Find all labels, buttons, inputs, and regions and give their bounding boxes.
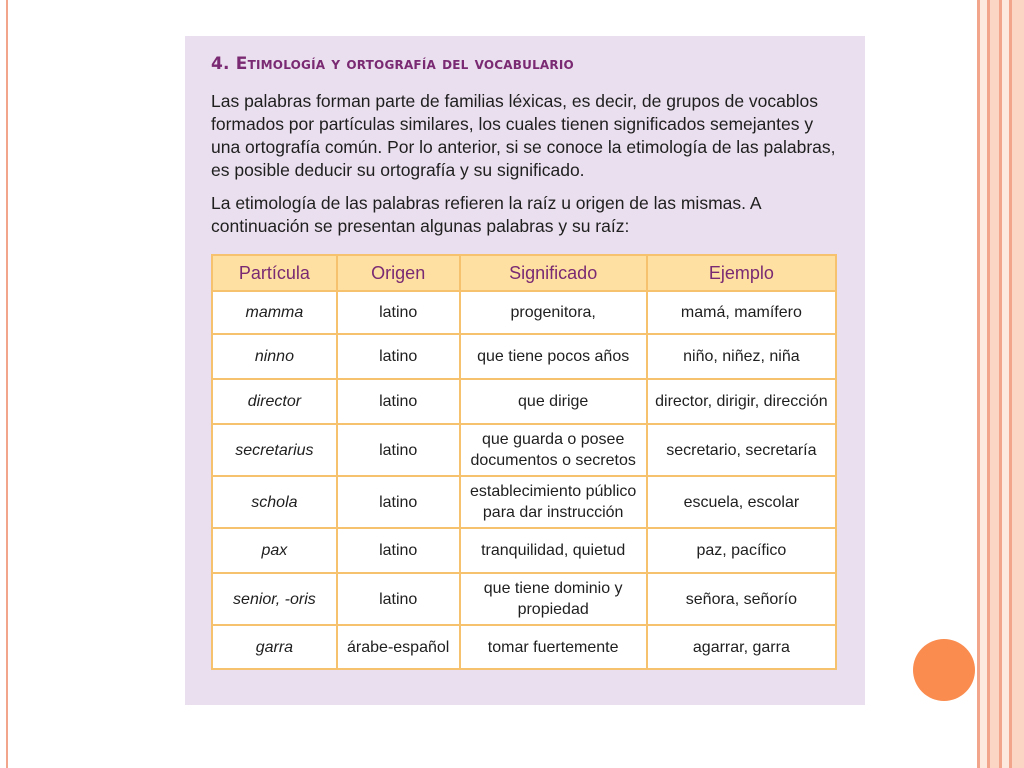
cell-origen: latino xyxy=(337,379,460,424)
cell-significado: progenitora, xyxy=(460,291,647,334)
table-row xyxy=(212,476,836,528)
header-significado: Significado xyxy=(460,255,647,291)
cell-particula: director xyxy=(212,379,337,424)
cell-ejemplo: director, dirigir, dirección xyxy=(647,379,836,424)
cell-particula: pax xyxy=(212,528,337,573)
section-heading: 4. Etimología y ortografía del vocabulario xyxy=(211,54,574,74)
header-ejemplo: Ejemplo xyxy=(647,255,836,291)
cell-origen: latino xyxy=(337,291,460,334)
cell-particula: garra xyxy=(212,625,337,669)
cell-significado: que guarda o posee documentos o secretos xyxy=(460,424,647,476)
content-panel xyxy=(185,36,865,705)
etymology-paragraph: La etimología de las palabras refieren la raíz u origen de las mismas. A continuación se presentan algunas palabras y su raíz: xyxy=(211,193,761,236)
cell-particula: ninno xyxy=(212,334,337,379)
intro-paragraph: Las palabras forman parte de familias léxicas, es decir, de grupos de vocablos formados por partículas similares, los cuales tienen significados semejantes y una ortografía común. Por lo anterior, si se conoce la etimología de las palabras, es posible deducir su ortografía y su significado. xyxy=(211,91,836,180)
cell-particula: senior, -oris xyxy=(212,573,337,625)
cell-ejemplo: mamá, mamífero xyxy=(647,291,836,334)
table-row xyxy=(212,625,836,669)
cell-ejemplo: paz, pacífico xyxy=(647,528,836,573)
cell-ejemplo: escuela, escolar xyxy=(647,476,836,528)
cell-significado: que tiene pocos años xyxy=(460,334,647,379)
cell-significado: tranquilidad, quietud xyxy=(460,528,647,573)
cell-significado: tomar fuertemente xyxy=(460,625,647,669)
etymology-table xyxy=(211,254,837,670)
cell-ejemplo: niño, niñez, niña xyxy=(647,334,836,379)
cell-origen: latino xyxy=(337,476,460,528)
cell-origen: árabe-español xyxy=(337,625,460,669)
cell-origen: latino xyxy=(337,424,460,476)
cell-particula: secretarius xyxy=(212,424,337,476)
orange-circle-decoration xyxy=(913,639,975,701)
cell-ejemplo: señora, señorío xyxy=(647,573,836,625)
table-row xyxy=(212,291,836,334)
table-row xyxy=(212,573,836,625)
cell-particula: mamma xyxy=(212,291,337,334)
table-row xyxy=(212,379,836,424)
table-row xyxy=(212,424,836,476)
table-row xyxy=(212,334,836,379)
header-origen: Origen xyxy=(337,255,460,291)
header-particula: Partícula xyxy=(212,255,337,291)
table-row xyxy=(212,528,836,573)
cell-ejemplo: agarrar, garra xyxy=(647,625,836,669)
cell-significado: establecimiento público para dar instrucción xyxy=(460,476,647,528)
cell-origen: latino xyxy=(337,573,460,625)
cell-significado: que dirige xyxy=(460,379,647,424)
table-header-row xyxy=(212,255,836,291)
right-decorative-stripes xyxy=(977,0,1024,768)
cell-origen: latino xyxy=(337,334,460,379)
cell-ejemplo: secretario, secretaría xyxy=(647,424,836,476)
left-border-line xyxy=(6,0,8,768)
cell-particula: schola xyxy=(212,476,337,528)
cell-origen: latino xyxy=(337,528,460,573)
cell-significado: que tiene dominio y propiedad xyxy=(460,573,647,625)
